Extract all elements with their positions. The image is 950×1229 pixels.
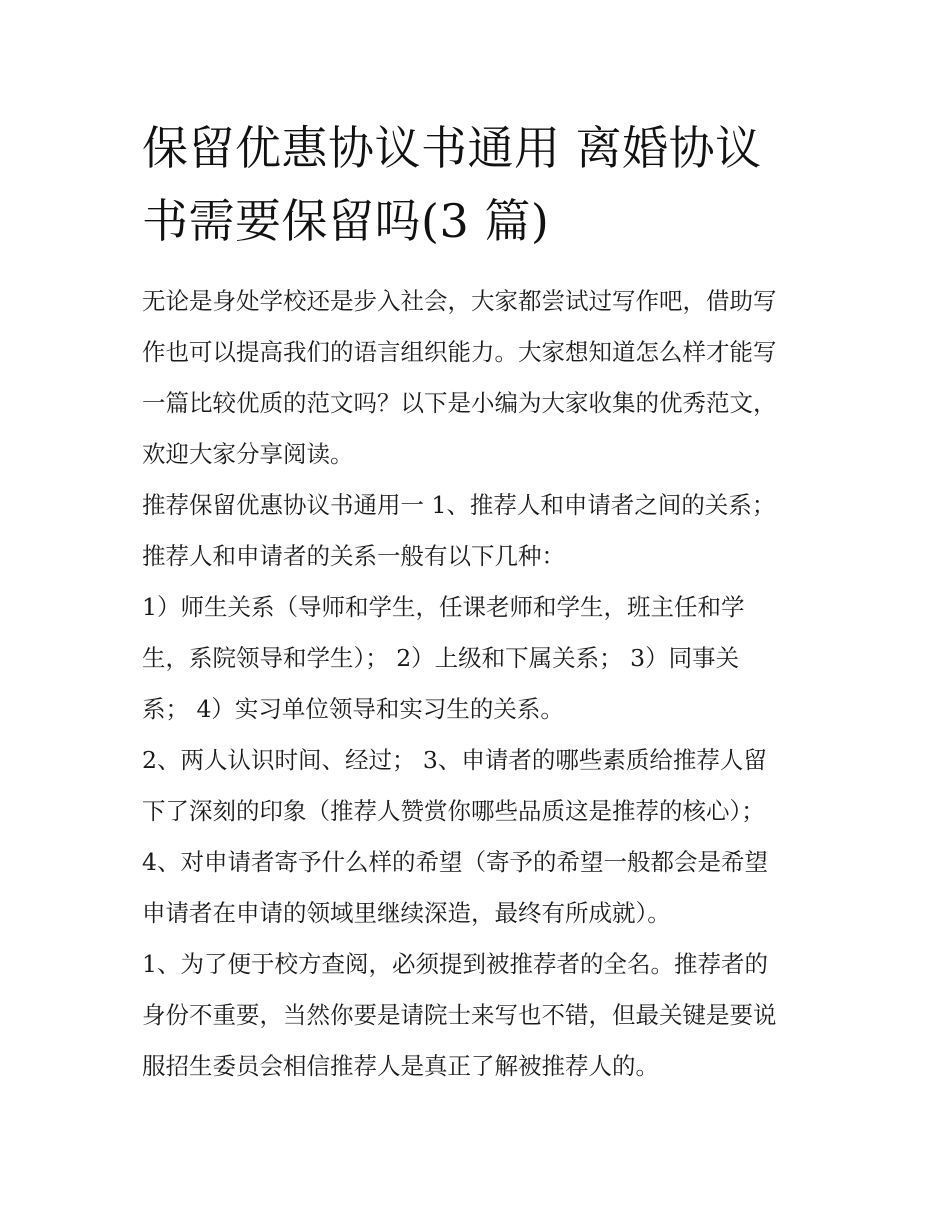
- body-line: 系； 4）实习单位领导和实习生的关系。: [142, 695, 564, 723]
- body-line: 推荐人和申请者的关系一般有以下几种：: [142, 542, 565, 570]
- title-line-1: 保留优惠协议书通用 离婚协议: [142, 121, 762, 175]
- body-line: 无论是身处学校还是步入社会，大家都尝试过写作吧，借助写: [142, 287, 777, 315]
- title-line-2: 书需要保留吗(3 篇): [142, 194, 550, 248]
- body-line: 作也可以提高我们的语言组织能力。大家想知道怎么样才能写: [142, 338, 777, 366]
- body-line: 身份不重要，当然你要是请院士来写也不错，但最关键是要说: [142, 1001, 777, 1029]
- body-line: 一篇比较优质的范文吗？以下是小编为大家收集的优秀范文，: [142, 389, 777, 417]
- body-line: 生，系院领导和学生）； 2）上级和下属关系； 3）同事关: [142, 644, 740, 672]
- body-line: 欢迎大家分享阅读。: [142, 440, 354, 468]
- body-line: 1）师生关系（导师和学生，任课老师和学生，班主任和学: [142, 593, 745, 621]
- body-line: 推荐保留优惠协议书通用一 1、推荐人和申请者之间的关系；: [142, 491, 776, 519]
- body-line: 下了深刻的印象（推荐人赞赏你哪些品质这是推荐的核心）；: [142, 797, 765, 825]
- body-line: 服招生委员会相信推荐人是真正了解被推荐人的。: [142, 1052, 659, 1080]
- body-line: 2、两人认识时间、经过； 3、申请者的哪些素质给推荐人留: [142, 746, 767, 774]
- body-line: 4、对申请者寄予什么样的希望（寄予的希望一般都会是希望: [142, 848, 768, 876]
- body-line: 申请者在申请的领域里继续深造，最终有所成就）。: [142, 899, 671, 927]
- document-title: [142, 112, 822, 258]
- document-body: [142, 276, 832, 1092]
- body-line: 1、为了便于校方查阅，必须提到被推荐者的全名。推荐者的: [142, 950, 768, 978]
